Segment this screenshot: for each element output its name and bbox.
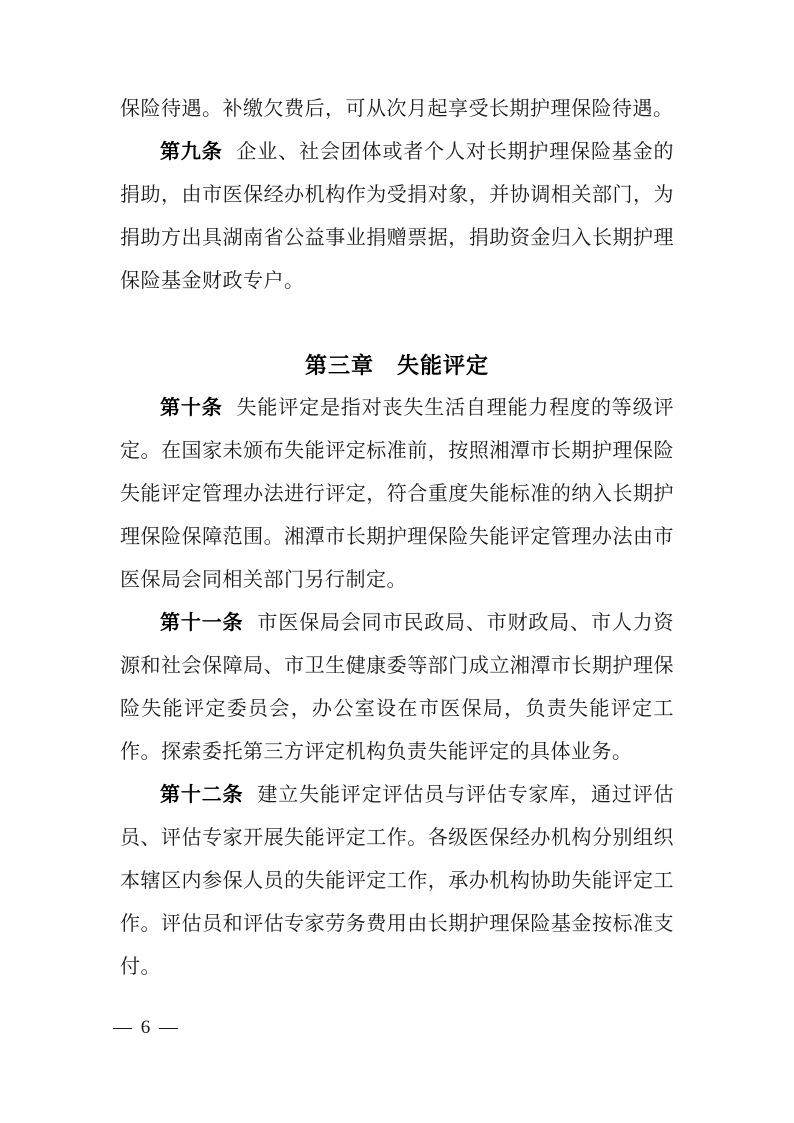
page-number: — 6 — bbox=[113, 1017, 180, 1038]
article-paragraph-11 bbox=[120, 602, 674, 774]
chapter-heading: 第三章 失能评定 bbox=[304, 353, 489, 378]
article-10-text: 失能评定是指对丧失生活自理能力程度的等级评定。在国家未颁布失能评定标准前，按照湘潭市长期护理保险失能评定管理办法进行评定，符合重度失能标准的纳入长期护理保险保障范围。湘潭市长期护理保险失能评定管理办法由市医保局会同相关部门另行制定。 bbox=[120, 397, 675, 591]
article-9-label: 第九条 bbox=[160, 141, 223, 163]
article-paragraph-10 bbox=[120, 387, 674, 602]
article-paragraph-9 bbox=[120, 131, 674, 303]
article-paragraph-12 bbox=[120, 774, 674, 989]
article-11-text: 市医保局会同市民政局、市财政局、市人力资源和社会保障局、市卫生健康委等部门成立湘潭市长期护理保险失能评定委员会，办公室设在市医保局，负责失能评定工作。探索委托第三方评定机构负责失能评定的具体业务。 bbox=[120, 612, 675, 763]
article-12-label: 第十二条 bbox=[160, 784, 244, 806]
article-12-text: 建立失能评定评估员与评估专家库，通过评估员、评估专家开展失能评定工作。各级医保经办机构分别组织本辖区内参保人员的失能评定工作，承办机构协助失能评定工作。评估员和评估专家劳务费用由长期护理保险基金按标准支付。 bbox=[120, 784, 675, 978]
article-9-text: 企业、社会团体或者个人对长期护理保险基金的捐助，由市医保经办机构作为受捐对象，并协调相关部门，为捐助方出具湖南省公益事业捐赠票据，捐助资金归入长期护理保险基金财政专户。 bbox=[120, 141, 675, 292]
continuation-paragraph: 保险待遇。补缴欠费后，可从次月起享受长期护理保险待遇。 bbox=[120, 98, 674, 120]
article-10-label: 第十条 bbox=[160, 397, 223, 419]
page-body bbox=[120, 88, 674, 989]
article-11-label: 第十一条 bbox=[160, 612, 244, 634]
